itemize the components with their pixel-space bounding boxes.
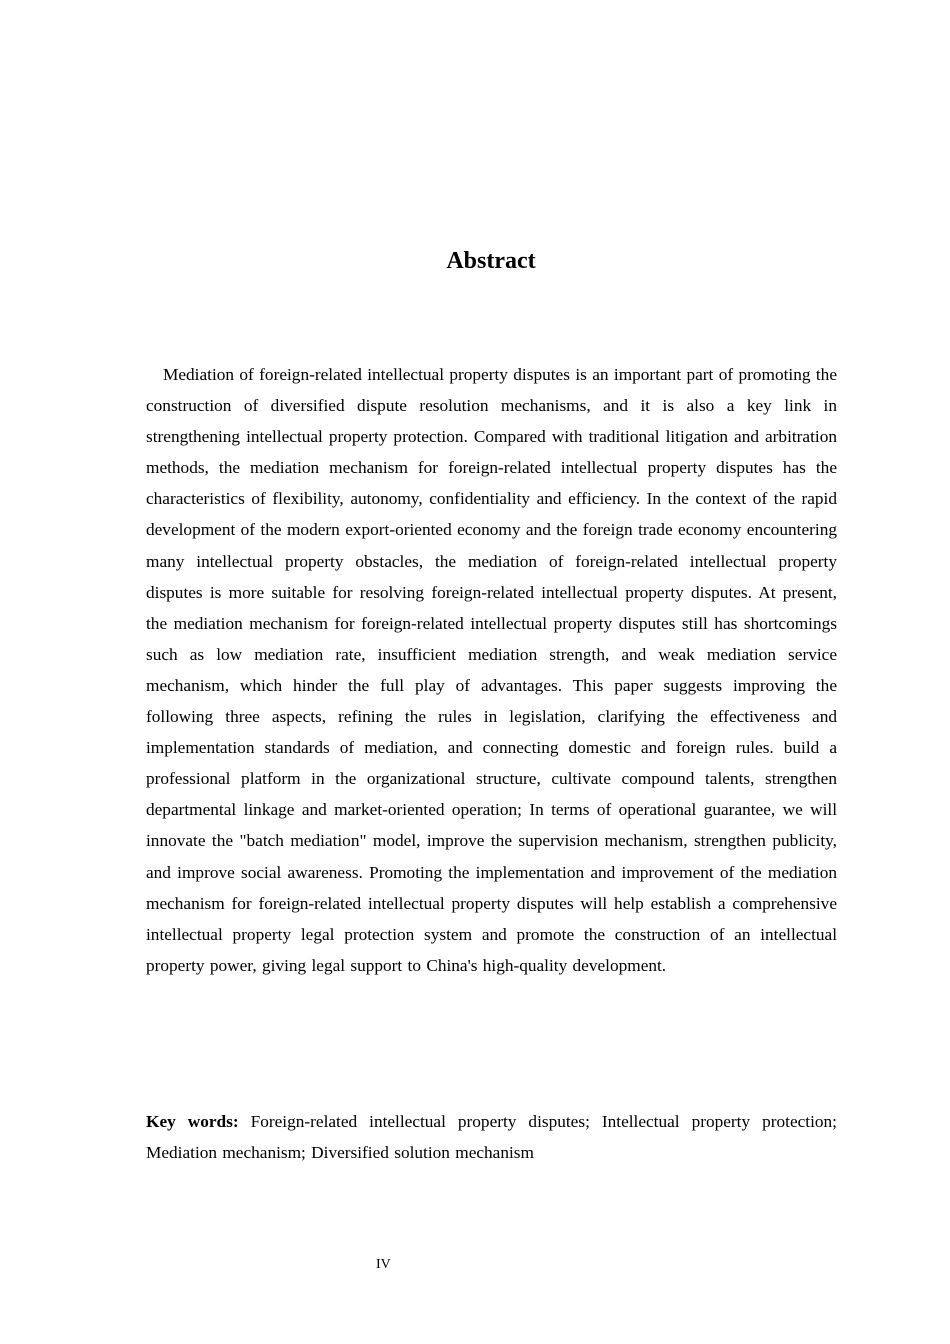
page-title: Abstract (446, 248, 536, 274)
abstract-paragraph: Mediation of foreign-related intellectual property disputes is an important part of promoting the construction of diversified dispute resolution mechanisms, and it is also a key link in strengthening intellectual property protection. Compared with traditional litigation and arbitration methods, the mediation mechanism for foreign-related intellectual property disputes has the characteristics of flexibility, autonomy, confidentiality and efficiency. In the context of the rapid development of the modern export-oriented economy and the foreign trade economy encountering many intellectual property obstacles, the mediation of foreign-related intellectual property disputes is more suitable for resolving foreign-related intellectual property disputes. At present, the mediation mechanism for foreign-related intellectual property disputes still has shortcomings such as low mediation rate, insufficient mediation strength, and weak mediation service mechanism, which hinder the full play of advantages. This paper suggests improving the following three aspects, refining the rules in legislation, clarifying the effectiveness and implementation standards of mediation, and connecting domestic and foreign rules. build a professional platform in the organizational structure, cultivate compound talents, strengthen departmental linkage and market-oriented operation; In terms of operational guarantee, we will innovate the "batch mediation" model, improve the supervision mechanism, strengthen publicity, and improve social awareness. Promoting the implementation and improvement of the mediation mechanism for foreign-related intellectual property disputes will help establish a comprehensive intellectual property legal protection system and promote the construction of an intellectual property power, giving legal support to China's high-quality development. (146, 365, 837, 975)
keywords-text: Foreign-related intellectual property disputes; Intellectual property protection; Mediation mechanism; Diversified solution mechanism (146, 1112, 837, 1163)
page-number: IV (376, 1257, 391, 1272)
keywords-label: Key words: (146, 1112, 239, 1131)
keywords-paragraph (146, 1106, 837, 1168)
